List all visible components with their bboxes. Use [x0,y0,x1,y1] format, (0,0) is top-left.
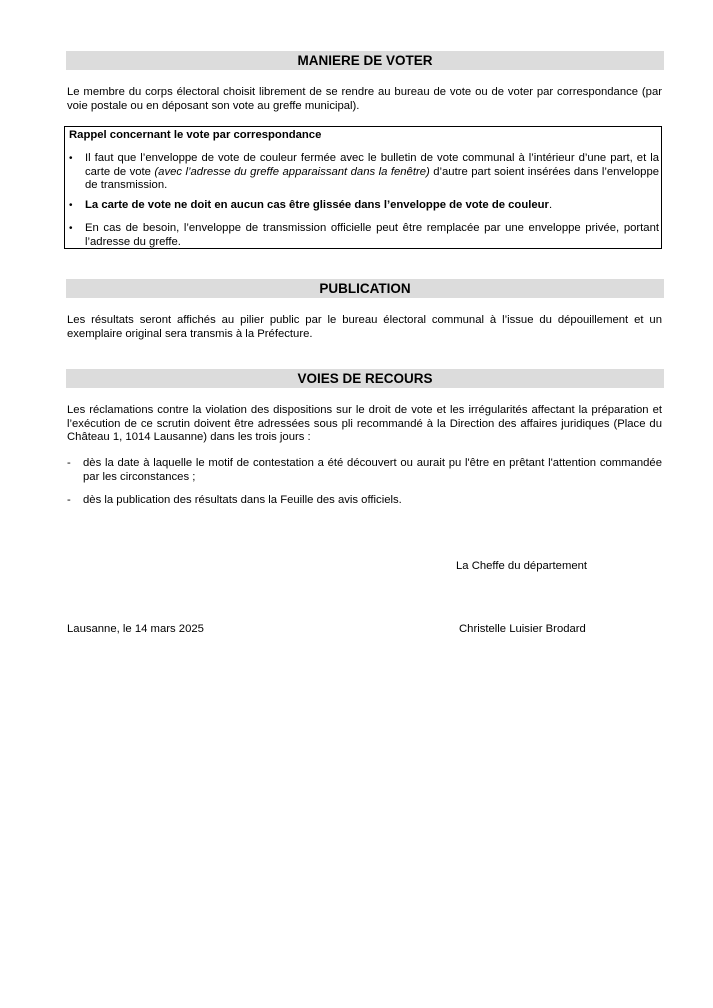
signatory-role: La Cheffe du département [456,560,588,572]
reminder-bullet-2-text [85,199,659,213]
reminder-title: Rappel concernant le vote par correspondance [69,129,322,141]
publication-paragraph: Les résultats seront affichés au pilier public par le bureau électoral communal à l’issue du dépouillement et un exemplaire original sera transmis à la Préfecture. [67,314,662,340]
reminder-bullet-3-text: En cas de besoin, l’enveloppe de transmission officielle peut être remplacée par une enveloppe privée, portant l’adresse du greffe. [85,222,659,248]
section-heading-maniere-de-voter: MANIERE DE VOTER [66,51,664,70]
dash-icon: - [67,494,71,506]
dash-icon: - [67,457,71,469]
recours-item-2 [67,494,662,508]
reminder-bullet-1-text [85,152,659,193]
voting-intro-paragraph: Le membre du corps électoral choisit librement de se rendre au bureau de vote ou de voter par correspondance (par voie postale ou en déposant son vote au greffe municipal). [67,86,662,112]
recours-paragraph: Les réclamations contre la violation des dispositions sur le droit de vote et les irrégularités affectant la préparation et l’exécution de ce scrutin doivent être adressées sous pli recommandé à la Direction des affaires juridiques (Place du Château 1, 1014 Lausanne) dans les trois jours : [67,404,662,444]
bullet2-bold-part: La carte de vote ne doit en aucun cas être glissée dans l’enveloppe de vote de couleur [85,199,549,211]
reminder-bullet-2 [69,199,659,213]
section-heading-publication: PUBLICATION [66,279,664,298]
bullet1-part-b: d’autre part soient insérées dans l’enveloppe de transmission. [85,165,660,192]
recours-item-1 [67,457,662,484]
section-heading-voies-de-recours: VOIES DE RECOURS [66,369,664,388]
reminder-box [64,126,662,249]
bullet2-end: . [548,199,553,211]
bullet-icon: • [69,153,73,164]
recours-item-1-text: dès la date à laquelle le motif de contestation a été découvert ou aurait pu l'être en prêtant l'attention commandée par les circonstances ; [83,457,662,483]
bullet-icon: • [69,200,73,211]
bullet1-italic-part: (avec l’adresse du greffe apparaissant dans la fenêtre) [154,165,430,178]
signatory-name: Christelle Luisier Brodard [459,623,586,635]
recours-item-2-text: dès la publication des résultats dans la Feuille des avis officiels. [83,494,402,506]
reminder-bullet-1 [69,152,659,193]
bullet1-part-a: Il faut que l’enveloppe de vote de couleur fermée avec le bulletin de vote communal à l’intérieur d’une part, et la carte de vote [85,152,659,178]
bullet-icon: • [69,223,73,234]
place-and-date: Lausanne, le 14 mars 2025 [67,623,204,635]
reminder-bullet-3 [69,222,659,249]
